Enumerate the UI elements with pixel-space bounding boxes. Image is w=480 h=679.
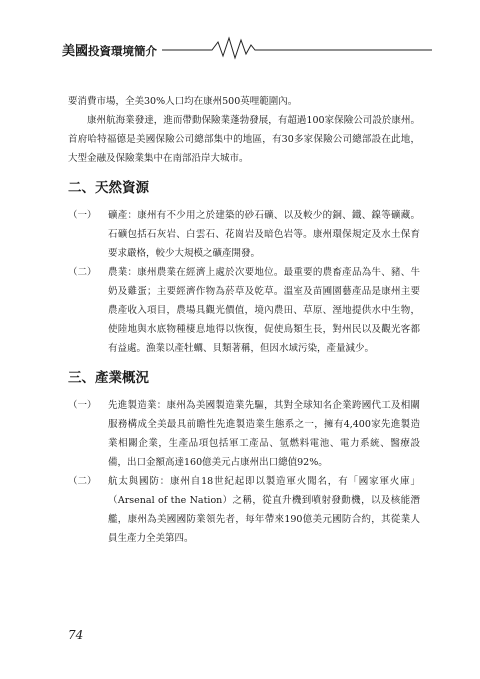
list-item-number: （二） [68,267,97,278]
page-content [68,92,420,548]
section-natural-resources [68,178,420,358]
list-item [68,396,420,472]
list-item [68,263,420,358]
list-item-number: （二） [68,476,97,487]
list-item-text: 礦產：康州有不少用之於建築的砂石礦、以及較少的銅、鐵、鎳等礦藏。石礦包括石灰岩、白雲石、花崗岩及暗色岩等。康州環保規定及水土保育要求嚴格，較少大規模之礦產開發。 [108,210,420,259]
paragraph-insurance: 康州航海業發達，進而帶動保險業蓬勃發展，有超過100家保險公司設於康州。首府哈特福德是美國保險公司總部集中的地區，有30多家保險公司總部設在此地，大型金融及保險業集中在南部沿岸大城市。 [68,115,420,164]
list-item-text: 航太與國防：康州自18世紀起即以製造軍火聞名，有「國家軍火庫」（Arsenal of the Nation）之稱，從直升機到噴射發動機，以及核能潛艦，康州為美國國防業領先者，每年帶來190億美元國防合約，其從業人員生產力全美第四。 [108,476,420,544]
list-item-number: （一） [68,400,97,411]
header-title-rest: 投資環境簡介 [88,44,158,58]
list-item [68,472,420,548]
paragraph-continuation: 要消費市場，全美30%人口均在康州500英哩範圍內。 [68,96,298,107]
header-title-prefix: 美國 [62,44,89,59]
page-number: 74 [68,628,84,642]
section-title: 三、產業概況 [68,370,149,386]
header-title [62,40,157,59]
section-title: 二、天然資源 [68,180,149,196]
list-item [68,206,420,263]
list-item-text: 先進製造業：康州為美國製造業先驅，其對全球知名企業跨國代工及相關服務構成全美最具前瞻性先進製造業生態系之一，擁有4,400家先進製造業相關企業，生產品項包括軍工產品、氫燃料電池、電力系統、醫療設備，出口金額高達160億美元占康州出口總值92%。 [108,400,420,468]
section-industry-overview [68,368,420,548]
list-item-text: 農業：康州農業在經濟上處於次要地位。最重要的農畜產品為牛、豬、牛奶及雞蛋；主要經濟作物為菸草及乾草。溫室及苗圃園藝產品是康州主要農產收入項目，農場具觀光價值，境內農田、草原、溼地提供水中生物，使陸地與水底物種棲息地得以恢復，促使鳥類生長，對州民以及觀光客都有益處。漁業以產牡蠣、貝類著稱，但因水域污染，產量減少。 [108,267,420,354]
running-header [62,34,432,60]
list-item-number: （一） [68,210,97,221]
